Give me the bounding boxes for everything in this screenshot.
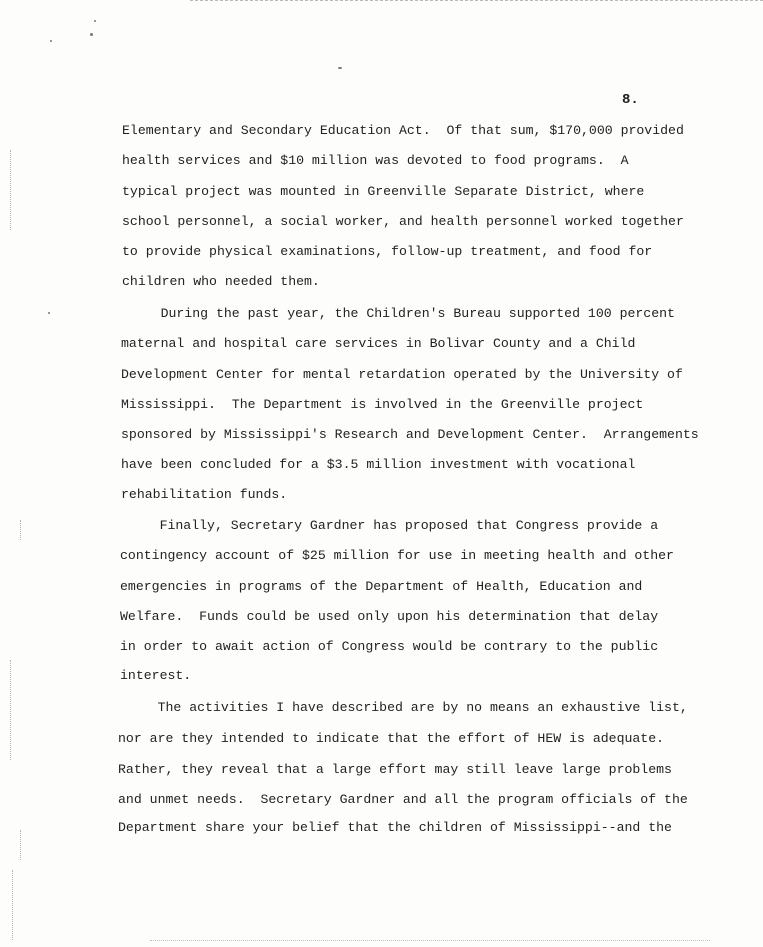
text-line: Welfare. Funds could be used only upon his determination that delay <box>120 609 659 624</box>
page-number: 8. <box>622 92 639 108</box>
scan-margin-mark <box>20 520 21 540</box>
bottom-edge-rule <box>150 940 710 941</box>
text-line: contingency account of $25 million for use in meeting health and other <box>120 548 674 563</box>
text-line: rehabilitation funds. <box>121 487 288 502</box>
text-line: emergencies in programs of the Department of Health, Education and <box>120 579 643 594</box>
text-line: Finally, Secretary Gardner has proposed that Congress provide a <box>120 518 659 533</box>
text-line: interest. <box>120 668 192 683</box>
text-line: to provide physical examinations, follow-up treatment, and food for <box>122 244 653 259</box>
text-line: typical project was mounted in Greenville Separate District, where <box>122 184 645 199</box>
text-line: maternal and hospital care services in Bolivar County and a Child <box>121 336 636 351</box>
scan-speck <box>338 67 342 69</box>
scan-speck <box>50 40 52 42</box>
text-line: in order to await action of Congress would be contrary to the public <box>120 639 659 654</box>
text-line: children who needed them. <box>122 274 320 289</box>
scan-speck <box>48 312 50 314</box>
scan-speck <box>90 33 93 36</box>
text-line: and unmet needs. Secretary Gardner and all the program officials of the <box>118 792 688 807</box>
scan-margin-mark <box>10 150 11 230</box>
top-edge-rule <box>190 0 763 1</box>
text-line: Elementary and Secondary Education Act. Of that sum, $170,000 provided <box>122 123 684 138</box>
text-line: Mississippi. The Department is involved in the Greenville project <box>121 397 644 412</box>
text-line: The activities I have described are by no means an exhaustive list, <box>118 700 688 715</box>
text-line: Development Center for mental retardation operated by the University of <box>121 367 683 382</box>
text-line: nor are they intended to indicate that the effort of HEW is adequate. <box>118 731 665 746</box>
text-line: health services and $10 million was devoted to food programs. A <box>122 153 629 168</box>
text-line: school personnel, a social worker, and health personnel worked together <box>122 214 684 229</box>
text-line: Department share your belief that the children of Mississippi--and the <box>118 820 672 835</box>
text-line: have been concluded for a $3.5 million investment with vocational <box>121 457 636 472</box>
scan-margin-mark <box>10 660 11 760</box>
scan-margin-mark <box>12 870 13 940</box>
text-line: During the past year, the Children's Bureau supported 100 percent <box>121 306 675 321</box>
text-line: Rather, they reveal that a large effort may still leave large problems <box>118 762 672 777</box>
scan-margin-mark <box>20 830 21 860</box>
scan-speck <box>94 20 96 22</box>
text-line: sponsored by Mississippi's Research and Development Center. Arrangements <box>121 427 699 442</box>
